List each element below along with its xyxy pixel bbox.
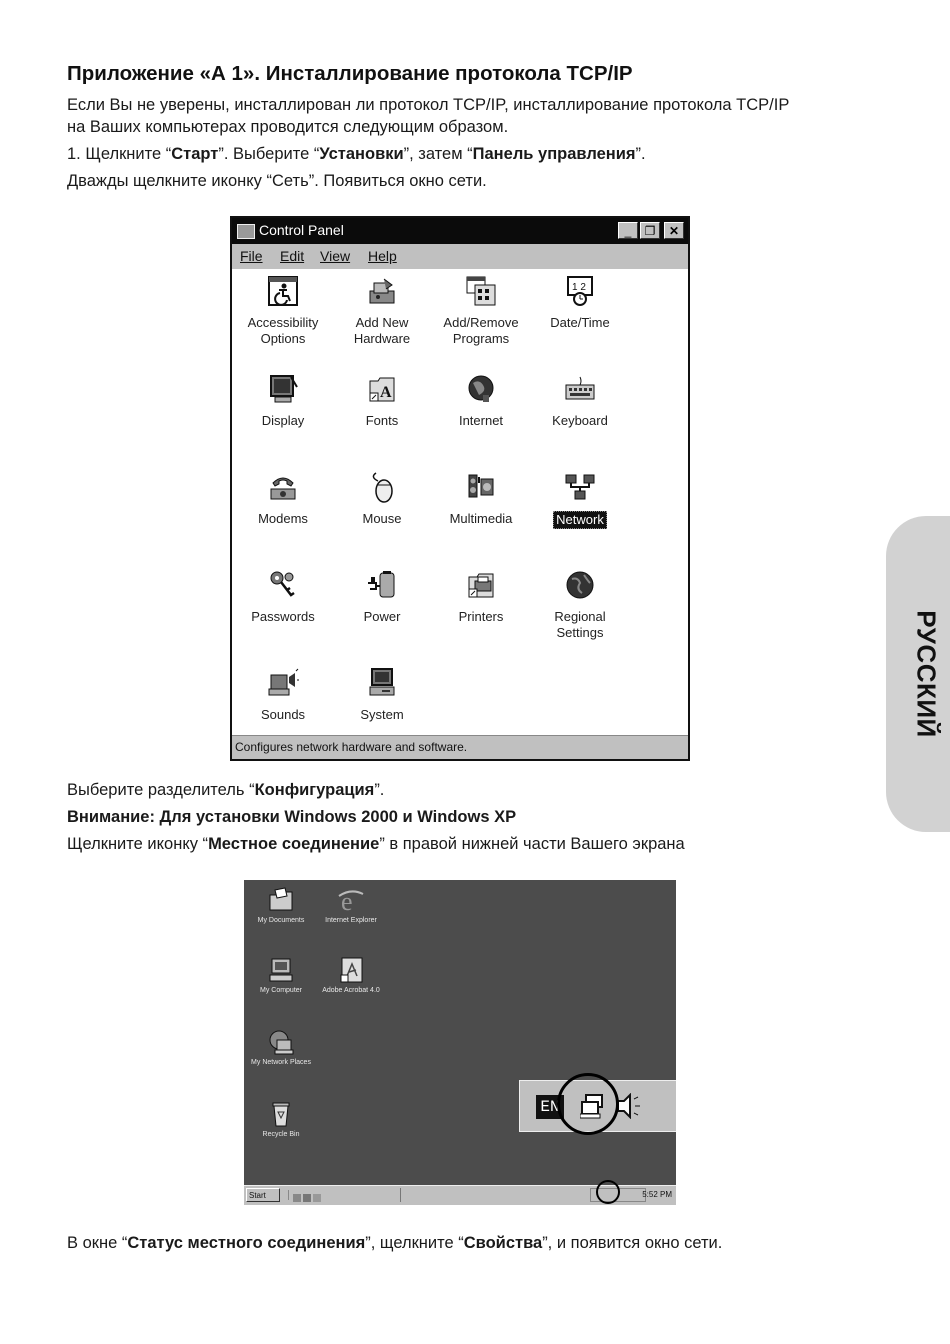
status-bar — [232, 735, 688, 759]
desktop-internet-explorer[interactable]: e Internet Explorer — [325, 887, 377, 924]
settings-term: Установки — [319, 145, 404, 163]
cp-item-mouse[interactable]: Mouse — [334, 471, 430, 527]
acrobat-icon — [337, 956, 365, 984]
menu-view[interactable]: View — [320, 248, 351, 264]
cp-item-power[interactable]: Power — [334, 569, 430, 625]
click-line: Щелкните иконку “Местное соединение” в правой нижней части Вашего экрана — [67, 835, 685, 853]
desktop-my-documents[interactable]: My Documents — [244, 886, 318, 924]
page-title: Приложение «А 1». Инсталлирование протокола TCP/IP — [67, 62, 633, 85]
system-icon — [366, 667, 398, 699]
menu-file[interactable]: File — [240, 248, 263, 264]
taskbar — [244, 1185, 676, 1205]
datetime-icon — [564, 275, 596, 307]
svg-text:1 2: 1 2 — [572, 282, 586, 293]
cp-item-fonts[interactable]: A Fonts — [334, 373, 430, 429]
folder-icon — [267, 886, 295, 914]
connection-status-term: Статус местного соединения — [127, 1234, 366, 1252]
printer-icon — [465, 569, 497, 601]
config-line: Выберите разделитель “Конфигурация”. — [67, 781, 385, 799]
programs-icon — [465, 275, 497, 307]
keys-icon — [267, 569, 299, 601]
intro-line-2: на Ваших компьютерах проводится следующим образом. — [67, 118, 509, 136]
taskbar-clock: 5:52 PM — [642, 1190, 672, 1199]
start-button[interactable] — [246, 1188, 280, 1202]
start-label: Start — [249, 1191, 266, 1200]
desktop-recycle-bin[interactable]: Recycle Bin — [244, 1100, 318, 1138]
local-connection-term: Местное соединение — [208, 835, 380, 853]
control-panel-icon — [237, 224, 255, 239]
warning-line: Внимание: Для установки Windows 2000 и Windows XP — [67, 808, 517, 826]
highlight-circle — [557, 1073, 619, 1135]
taskbar-divider — [400, 1188, 401, 1202]
fonts-icon — [366, 373, 398, 405]
cp-item-printers[interactable]: Printers — [433, 569, 529, 625]
accessibility-icon — [267, 275, 299, 307]
svg-text:A: A — [380, 384, 392, 401]
computer-icon — [267, 956, 295, 984]
tray-highlight-circle — [596, 1180, 620, 1204]
step-1-mid2: ”, затем “ — [403, 145, 473, 163]
step-1-line-2: Дважды щелкните иконку “Сеть”. Появиться окно сети. — [67, 172, 487, 190]
properties-term: Свойства — [463, 1234, 543, 1252]
desktop-adobe-acrobat[interactable]: Adobe Acrobat 4.0 — [314, 956, 388, 994]
quick-launch-icons[interactable] — [288, 1190, 325, 1200]
start-term: Старт — [171, 145, 219, 163]
cp-item-network[interactable]: Network — [532, 471, 628, 529]
window-titlebar — [232, 218, 688, 244]
control-panel-items — [232, 269, 688, 736]
minimize-button[interactable]: _ — [618, 222, 638, 239]
menu-help[interactable]: Help — [368, 248, 397, 264]
final-line: В окне “Статус местного соединения”, щелкните “Свойства”, и появится окно сети. — [67, 1234, 723, 1252]
intro-line-1: Если Вы не уверены, инсталлирован ли протокол TCP/IP, инсталлирование протокола TCP/IP — [67, 96, 790, 114]
language-indicator[interactable]: EN — [536, 1095, 564, 1119]
desktop-my-computer[interactable]: My Computer — [244, 956, 318, 994]
internet-icon — [465, 373, 497, 405]
cp-item-internet[interactable]: Internet — [433, 373, 529, 429]
cp-item-multimedia[interactable]: Multimedia — [433, 471, 529, 527]
menu-bar — [232, 244, 688, 270]
speaker-icon[interactable] — [616, 1093, 644, 1124]
maximize-button[interactable]: ❐ — [640, 222, 660, 239]
modem-icon — [267, 471, 299, 503]
control-panel-term: Панель управления — [472, 145, 636, 163]
keyboard-icon — [564, 373, 596, 405]
display-icon — [267, 373, 299, 405]
step-1-suffix: ”. — [635, 145, 646, 163]
close-button[interactable]: ✕ — [664, 222, 684, 239]
ie-icon — [337, 886, 365, 914]
desktop-my-network-places[interactable]: My Network Places — [244, 1028, 318, 1066]
mouse-icon — [366, 471, 398, 503]
recycle-bin-icon — [267, 1100, 295, 1128]
cp-item-accessibility[interactable]: Accessibility Options — [235, 275, 331, 347]
tray-zoom-inset — [519, 1080, 676, 1132]
power-icon — [366, 569, 398, 601]
status-text: Configures network hardware and software. — [235, 740, 468, 754]
cp-item-add-remove-programs[interactable]: Add/Remove Programs — [433, 275, 529, 347]
cp-item-modems[interactable]: Modems — [235, 471, 331, 527]
cp-item-passwords[interactable]: Passwords — [235, 569, 331, 625]
cp-item-display[interactable]: Display — [235, 373, 331, 429]
desktop-screenshot — [244, 880, 676, 1205]
sounds-icon — [267, 667, 299, 699]
svg-text:e: e — [341, 887, 353, 914]
step-1 — [67, 143, 646, 165]
control-panel-window — [230, 216, 690, 761]
network-places-icon — [267, 1028, 295, 1056]
menu-edit[interactable]: Edit — [280, 248, 305, 264]
network-icon — [564, 471, 596, 503]
step-1-prefix: 1. Щелкните “ — [67, 145, 172, 163]
side-tab-label: РУССКИЙ — [911, 610, 942, 738]
cp-item-sounds[interactable]: Sounds — [235, 667, 331, 723]
hardware-icon — [366, 275, 398, 307]
cp-item-keyboard[interactable]: Keyboard — [532, 373, 628, 429]
globe-icon — [564, 569, 596, 601]
configuration-term: Конфигурация — [254, 781, 375, 799]
cp-item-add-hardware[interactable]: Add New Hardware — [334, 275, 430, 347]
multimedia-icon — [465, 471, 497, 503]
cp-item-date-time[interactable]: 1 2 Date/Time — [532, 275, 628, 331]
window-title: Control Panel — [259, 222, 344, 238]
cp-item-system[interactable]: System — [334, 667, 430, 723]
cp-item-regional-settings[interactable]: Regional Settings — [532, 569, 628, 641]
step-1-mid1: ”. Выберите “ — [218, 145, 320, 163]
language-side-tab — [886, 516, 950, 832]
